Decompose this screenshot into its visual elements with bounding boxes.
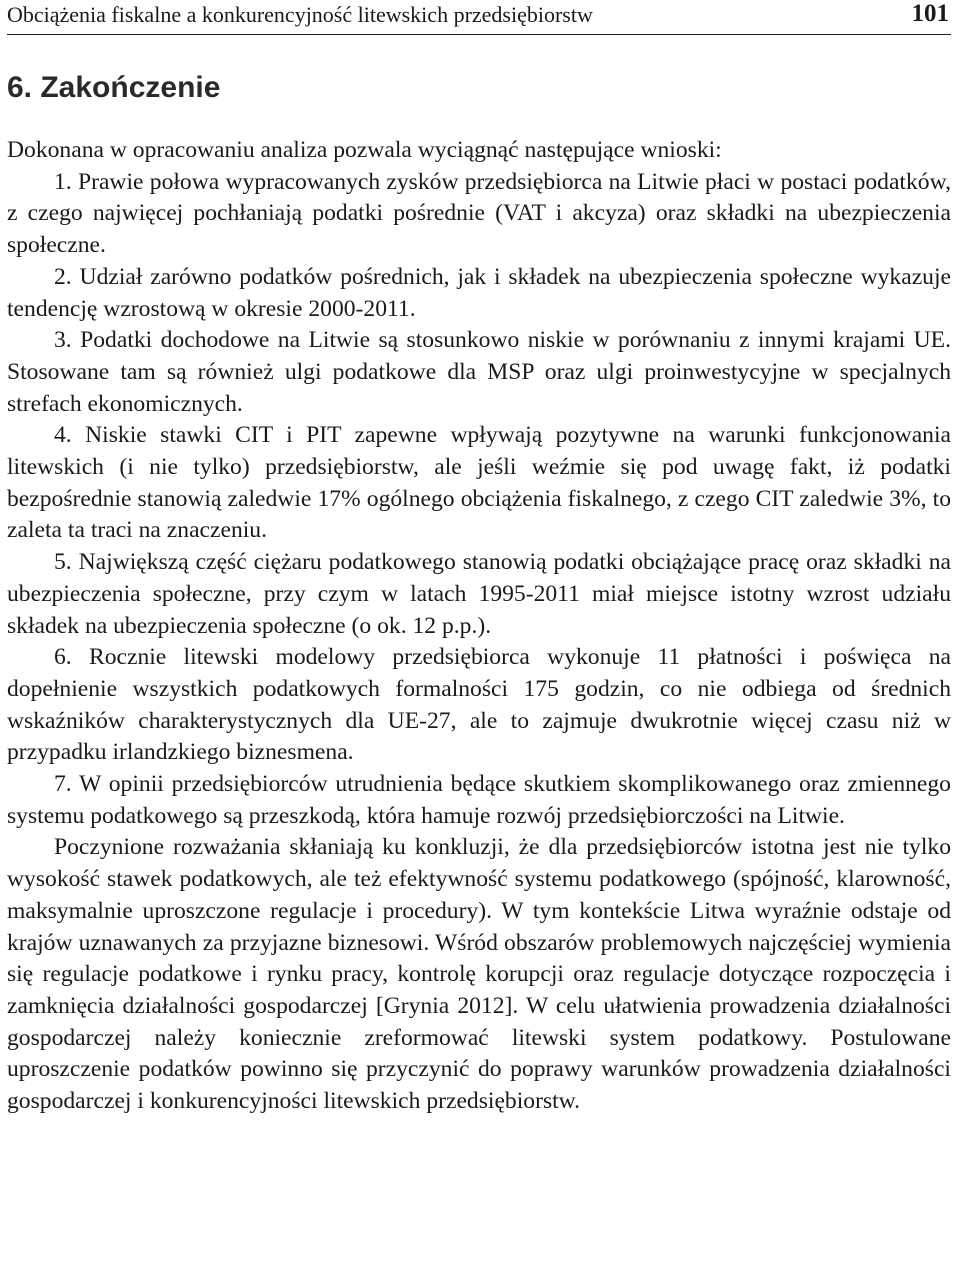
conclusion-text: Niskie stawki CIT i PIT zapewne wpływają pozytywne na warunki funkcjonowania litewskich (i nie tylko) przedsiębiorstw, ale jeśli weźmie się pod uwagę fakt, iż podatki bezpośrednie stanowią zaledwie 17% ogólnego obciążenia fiskalnego, z czego CIT zaledwie 3%, to zaleta ta traci na znaczeniu. [7, 422, 951, 544]
conclusion-text: Prawie połowa wypracowanych zysków przedsiębiorca na Litwie płaci w postaci podatków, z czego najwięcej pochłaniają podatki pośrednie (VAT i akcyza) oraz składki na ubezpieczenia społeczne. [7, 168, 951, 259]
conclusion-item-6 [7, 642, 951, 769]
conclusion-text: Podatki dochodowe na Litwie są stosunkowo niskie w porównaniu z innymi krajami UE. Stosowane tam są również ulgi podatkowe dla MSP oraz ulgi proinwestycyjne w specjalnych strefach ekonomicznych. [7, 327, 951, 417]
page-number: 101 [911, 0, 949, 27]
conclusion-item-3 [7, 325, 951, 420]
intro-paragraph: Dokonana w opracowaniu analiza pozwala wyciągnąć następujące wnioski: [7, 137, 722, 163]
conclusion-number: 4. [54, 422, 72, 449]
conclusion-text: Największą część ciężaru podatkowego stanowią podatki obciążające pracę oraz składki na ubezpieczenia społeczne, przy czym w latach 1995-2011 miał miejsce istotny wzrost udziału składek na ubezpieczenia społeczne (o ok. 12 p.p.). [7, 549, 951, 639]
conclusion-item-4 [7, 420, 951, 547]
conclusion-text: W opinii przedsiębiorców utrudnienia będące skutkiem skomplikowanego oraz zmiennego systemu podatkowego są przeszkodą, która hamuje rozwój przedsiębiorczości na Litwie. [7, 771, 951, 829]
conclusion-text: Udział zarówno podatków pośrednich, jak i składek na ubezpieczenia społeczne wykazuje tendencję wzrostową w okresie 2000-2011. [7, 263, 951, 322]
conclusion-item-5 [7, 547, 951, 642]
running-header [7, 0, 951, 35]
conclusion-number: 2. [54, 263, 72, 290]
running-title: Obciążenia fiskalne a konkurencyjność litewskich przedsiębiorstw [7, 2, 593, 27]
conclusion-number: 3. [54, 327, 72, 354]
conclusion-number: 6. [54, 644, 72, 671]
section-heading: 6. Zakończenie [7, 71, 221, 104]
conclusion-item-2 [7, 262, 951, 325]
conclusion-number: 7. [54, 771, 72, 798]
conclusion-item-1 [7, 167, 951, 262]
conclusion-number: 1. [54, 168, 72, 195]
closing-paragraph: Poczynione rozważania skłaniają ku konkluzji, że dla przedsiębiorców istotna jest nie tylko wysokość stawek podatkowych, ale też efektywność systemu podatkowego (spójność, klarowność, maksymalnie uproszczone regulacje i procedury). W tym kontekście Litwa wyraźnie odstaje od krajów uznawanych za przyjazne biznesowi. Wśród obszarów problemowych najczęściej wymienia się regulacje podatkowe i rynku pracy, kontrolę korupcji oraz regulacje dotyczące rozpoczęcia i zamknięcia działalności gospodarczej [Grynia 2012]. W celu ułatwienia prowadzenia działalności gospodarczej należy koniecznie zreformować litewski system podatkowy. Postulowane uproszczenie podatków powinno się przyczynić do poprawy warunków prowadzenia działalności gospodarczej i konkurencyjności litewskich przedsiębiorstw. [7, 834, 951, 1115]
conclusion-text: Rocznie litewski modelowy przedsiębiorca wykonuje 11 płatności i poświęca na dopełnienie wszystkich podatkowych formalności 175 godzin, co nie odbiega od średnich wskaźników charakterystycznych dla UE-27, ale to zajmuje dwukrotnie więcej czasu niż w przypadku irlandzkiego biznesmena. [7, 644, 951, 766]
body-text [7, 135, 951, 1118]
conclusion-number: 5. [54, 549, 72, 576]
conclusion-item-7 [7, 769, 951, 832]
